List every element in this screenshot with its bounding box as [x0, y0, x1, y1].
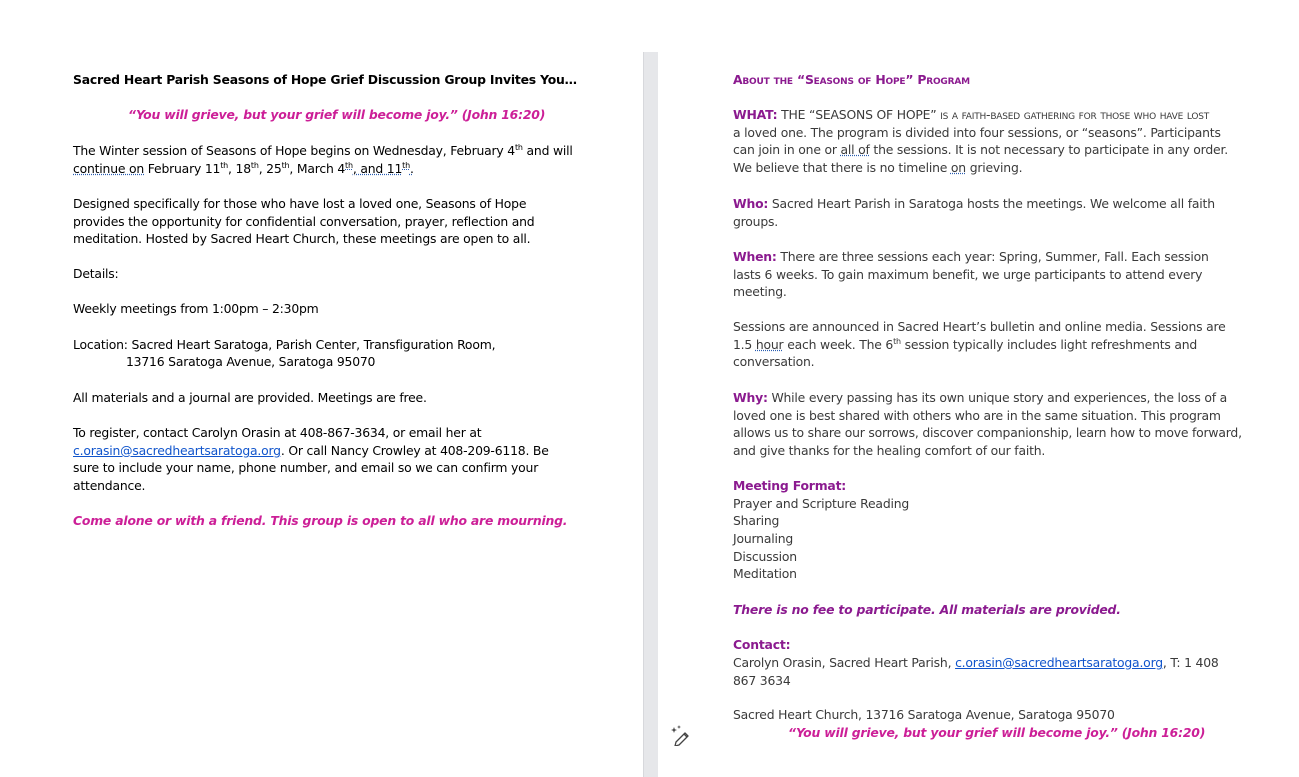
- format-item: Prayer and Scripture Reading: [733, 496, 910, 511]
- copilot-draft-icon[interactable]: [670, 724, 692, 746]
- sessions-line-2: 1.5 hour each week. The 6th session typically includes light refreshments and: [733, 336, 1198, 352]
- location-line-1: Location: Sacred Heart Saratoga, Parish Center, Transfiguration Room,: [73, 337, 496, 352]
- contact-label: Contact:: [733, 637, 791, 652]
- designed-line-2: provides the opportunity for confidential conversation, prayer, reflection and: [73, 214, 535, 229]
- right-page: [658, 0, 1299, 777]
- left-page: [0, 0, 643, 777]
- contact-email-link[interactable]: c.orasin@sacredheartsaratoga.org: [955, 655, 1163, 670]
- location-line-2: 13716 Saratoga Avenue, Saratoga 95070: [126, 354, 376, 369]
- register-line-4: attendance.: [73, 478, 146, 493]
- sessions-line-3: conversation.: [733, 354, 815, 369]
- format-label: Meeting Format:: [733, 478, 847, 493]
- closing-scripture-quote: “You will grieve, but your grief will become joy.” (John 16:20): [788, 725, 1206, 740]
- why-line-3: allows us to share our sorrows, discover companionship, learn how to move forward,: [733, 425, 1242, 440]
- format-item: Sharing: [733, 513, 780, 528]
- designed-line-1: Designed specifically for those who have lost a loved one, Seasons of Hope: [73, 196, 527, 211]
- winter-line-1: The Winter session of Seasons of Hope begins on Wednesday, February 4th and will: [73, 142, 573, 158]
- when-line-3: meeting.: [733, 284, 787, 299]
- no-fee-line: There is no fee to participate. All materials are provided.: [733, 602, 1121, 617]
- flyer-title: Sacred Heart Parish Seasons of Hope Grief Discussion Group Invites You…: [73, 72, 577, 87]
- when-line-2: lasts 6 weeks. To gain maximum benefit, we urge participants to attend every: [733, 267, 1203, 282]
- register-line-1: To register, contact Carolyn Orasin at 408-867-3634, or email her at: [73, 425, 482, 440]
- sessions-line-1: Sessions are announced in Sacred Heart’s bulletin and online media. Sessions are: [733, 319, 1226, 334]
- closing-line: Come alone or with a friend. This group is open to all who are mourning.: [73, 513, 568, 528]
- why-line-1: Why: While every passing has its own unique story and experiences, the loss of a: [733, 390, 1228, 405]
- what-line-4: We believe that there is no timeline on grieving.: [733, 160, 1023, 175]
- register-email-link[interactable]: c.orasin@sacredheartsaratoga.org: [73, 443, 281, 458]
- scripture-quote: “You will grieve, but your grief will become joy.” (John 16:20): [128, 107, 546, 122]
- format-item: Journaling: [733, 531, 794, 546]
- church-address: Sacred Heart Church, 13716 Saratoga Avenue, Saratoga 95070: [733, 707, 1115, 722]
- why-line-2: loved one is best shared with others who are in the same situation. This program: [733, 408, 1221, 423]
- what-line-3: can join in one or all of the sessions. It is not necessary to participate in any order.: [733, 142, 1228, 157]
- register-line-3: sure to include your name, phone number, and email so we can confirm your: [73, 460, 539, 475]
- why-line-4: and give thanks for the healing comfort of our faith.: [733, 443, 1046, 458]
- format-item: Discussion: [733, 549, 797, 564]
- materials-line: All materials and a journal are provided. Meetings are free.: [73, 390, 427, 405]
- program-heading: About the “Seasons of Hope” Program: [733, 72, 970, 87]
- page-gutter: [643, 52, 658, 777]
- when-line-1: When: There are three sessions each year: Spring, Summer, Fall. Each session: [733, 249, 1209, 264]
- who-line-2: groups.: [733, 214, 778, 229]
- winter-line-2: continue on February 11th, 18th, 25th, March 4th, and 11th.: [73, 160, 414, 176]
- designed-line-3: meditation. Hosted by Sacred Heart Church, these meetings are open to all.: [73, 231, 531, 246]
- what-line-1: WHAT: THE “SEASONS OF HOPE” is a faith-based gathering for those who have lost: [733, 107, 1210, 122]
- what-line-2: a loved one. The program is divided into four sessions, or “seasons”. Participants: [733, 125, 1221, 140]
- contact-line-2: 867 3634: [733, 673, 791, 688]
- details-label: Details:: [73, 266, 119, 281]
- contact-line-1: Carolyn Orasin, Sacred Heart Parish, c.orasin@sacredheartsaratoga.org, T: 1 408: [733, 655, 1219, 670]
- register-line-2: c.orasin@sacredheartsaratoga.org. Or call Nancy Crowley at 408-209-6118. Be: [73, 443, 549, 458]
- format-item: Meditation: [733, 566, 797, 581]
- weekly-meetings: Weekly meetings from 1:00pm – 2:30pm: [73, 301, 319, 316]
- who-line-1: Who: Sacred Heart Parish in Saratoga hosts the meetings. We welcome all faith: [733, 196, 1215, 211]
